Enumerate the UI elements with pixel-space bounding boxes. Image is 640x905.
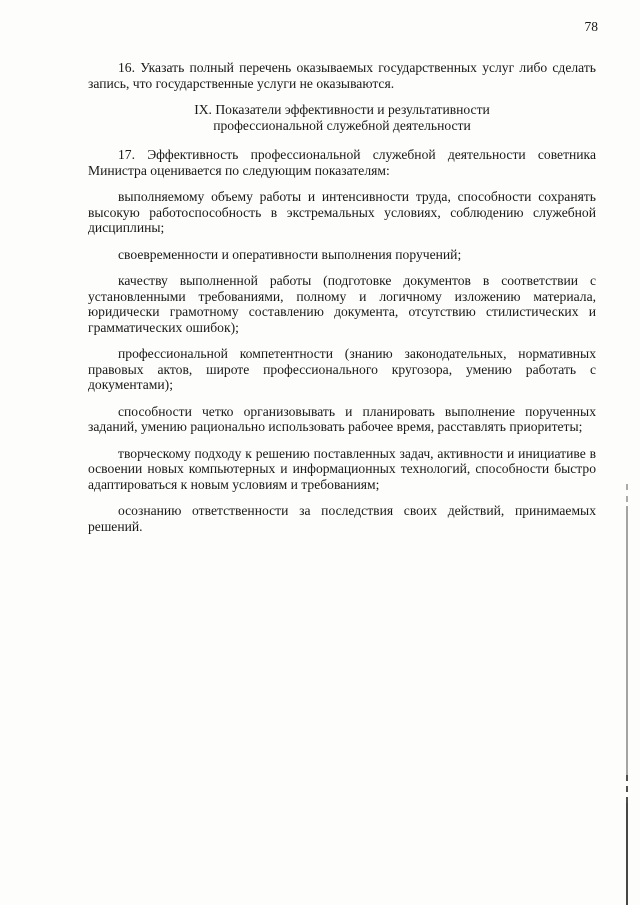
indicator-paragraph-responsibility: осознанию ответственности за последствия своих действий, принимаемых решений. bbox=[88, 503, 596, 534]
page-number: 78 bbox=[584, 19, 598, 34]
paragraph-16: 16. Указать полный перечень оказываемых государственных услуг либо сделать запись, что государственные услуги не оказываются. bbox=[88, 60, 596, 91]
indicator-paragraph-quality: качеству выполненной работы (подготовке документов в соответствии с установленными требованиями, полному и логичному изложению материала, юридически грамотному составлению документа, отсутствию стилистических и грамматических ошибок); bbox=[88, 273, 596, 335]
section-heading-line-2: профессиональной служебной деятельности bbox=[213, 117, 471, 133]
indicator-paragraph-timeliness: своевременности и оперативности выполнения поручений; bbox=[118, 246, 462, 262]
scan-artifact-edge-line bbox=[626, 484, 628, 502]
indicator-paragraph-creativity: творческому подходу к решению поставленных задач, активности и инициативе в освоении новых компьютерных и информационных технологий, способности быстро адаптироваться к новым условиям и требованиям; bbox=[88, 445, 596, 492]
indicator-paragraph-competence: профессиональной компетентности (знанию законодательных, нормативных правовых актов, широте профессионального кругозора, умению работать с документами); bbox=[88, 346, 596, 392]
section-heading bbox=[88, 102, 596, 133]
section-heading-line-1: IX. Показатели эффективности и результативности bbox=[194, 102, 490, 117]
scan-artifact-edge-line bbox=[626, 775, 628, 803]
indicator-paragraph-volume: выполняемому объему работы и интенсивности труда, способности сохранять высокую работоспособность в экстремальных условиях, соблюдению служебной дисциплины; bbox=[88, 189, 596, 235]
scan-artifact-edge-line bbox=[626, 803, 628, 905]
scan-artifact-edge-line bbox=[626, 506, 628, 775]
paragraph-17: 17. Эффективность профессиональной служебной деятельности советника Министра оценивается по следующим показателям: bbox=[88, 147, 596, 178]
document-content bbox=[88, 60, 596, 545]
indicator-paragraph-organization: способности четко организовывать и планировать выполнение порученных заданий, умению рационально использовать рабочее время, расставлять приоритеты; bbox=[88, 403, 596, 434]
